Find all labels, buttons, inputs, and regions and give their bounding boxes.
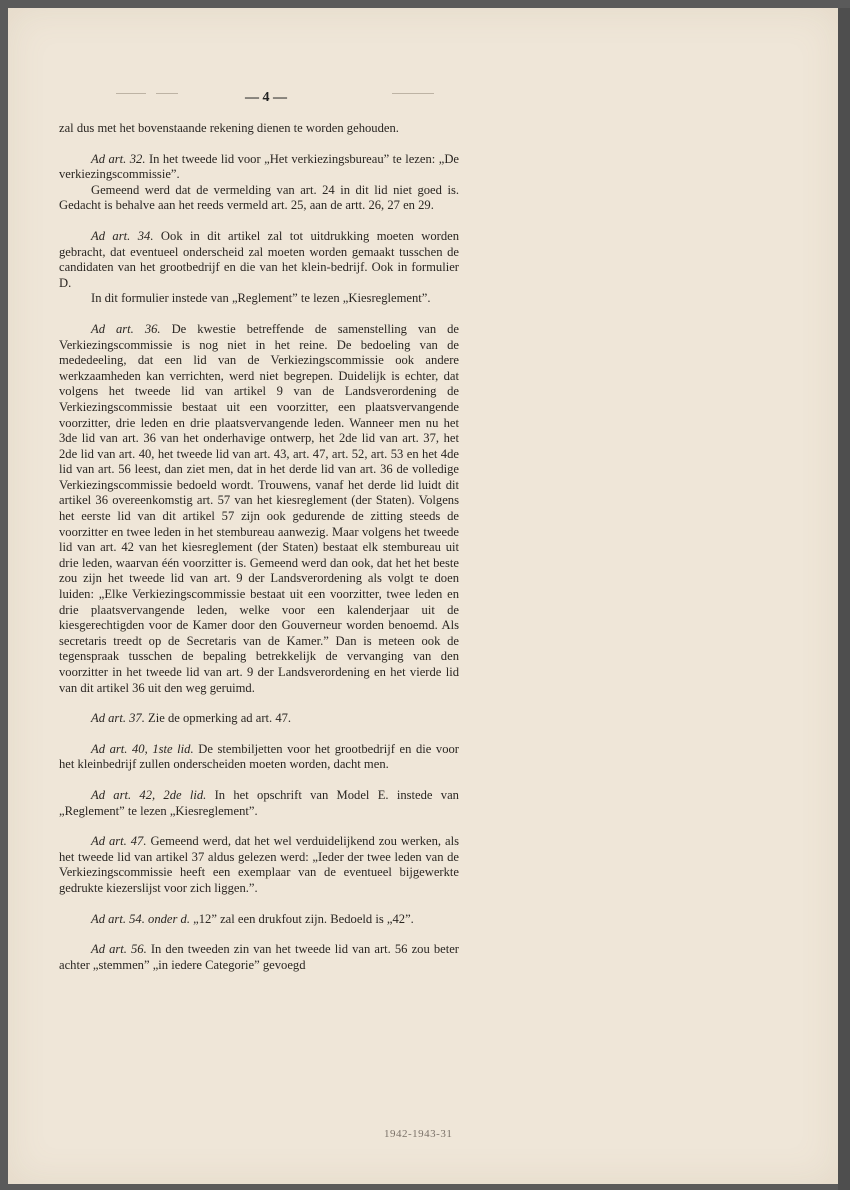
paragraph: Ad art. 47. Gemeend werd, dat het wel verduidelijkend zou werken, als het tweede lid van artikel 37 aldus gelezen werd: „Ieder der twee leden van de Verkiezingscommissie heeft een exemplaar van de eventueel bijgewerkte gedrukte kiezerslijst voor zich liggen.”.	[59, 834, 459, 895]
scan-edge	[838, 8, 850, 1190]
paragraph: In dit formulier instede van „Reglement” te lezen „Kiesreglement”.	[91, 291, 431, 306]
paragraph: Ad art. 40, 1ste lid. De stembiljetten voor het grootbedrijf en die voor het kleinbedrijf zullen onderscheiden moeten worden, dacht men.	[59, 741, 459, 772]
paragraph: Ad art. 32. In het tweede lid voor „Het verkiezingsbureau” te lezen: „De verkiezingscommissie”.	[59, 151, 459, 182]
paragraph: Ad art. 42, 2de lid. In het opschrift van Model E. instede van „Reglement” te lezen „Kiesreglement”.	[59, 787, 459, 818]
document-body	[59, 121, 459, 973]
paragraph: Ad art. 56. In den tweeden zin van het tweede lid van art. 56 zou beter achter „stemmen” „in iedere Categorie” gevoegd	[59, 942, 460, 972]
paragraph: Gemeend werd dat de vermelding van art. 24 in dit lid niet goed is. Gedacht is behalve aan het reeds vermeld art. 25, aan de artt. 26, 27 en 29.	[59, 182, 459, 213]
archive-reference: 1942-1943-31	[384, 1128, 453, 1140]
paragraph: Ad art. 37. Zie de opmerking ad art. 47.	[91, 711, 292, 726]
page-number: — 4 —	[245, 90, 287, 105]
paragraph: Ad art. 36. De kwestie betreffende de samenstelling van de Verkiezingscommissie is nog niet in het reine. De bedoeling van de mededeeling, dat een lid van de Verkiezingscommissie ook andere werkzaamheden kan verrichten, werd niet begrepen. Duidelijk is echter, dat volgens het tweede lid van artikel 9 van de Landsverordening de Verkiezingscommissie bestaat uit een voorzitter, een plaatsvervangende voorzitter, drie leden en drie plaatsvervangende leden. Wanneer men nu het 3de lid van art. 36 van het onderhavige ontwerp, het 2de lid van art. 37, het 2de lid van art. 40, het tweede lid van art. 43, art. 47, art. 52, art. 53 en het 4de lid van art. 56 leest, dan ziet men, dat in het derde lid van art. 36 de volledige Verkiezingscommissie bedoeld wordt. Trouwens, vanaf het derde lid luidt dit artikel 36 overeenkomstig art. 57 van het kiesreglement (der Staten). Volgens het eerste lid van dit artikel 57 zijn ook gedurende de zitting steeds de voorzitter en twee leden in het stembureau aanwezig. Maar volgens het tweede lid van art. 42 van het kiesreglement (der Staten) bestaat elk stembureau uit drie leden, waarvan één voorzitter is. Gemeend werd dan ook, dat het het beste zou zijn het tweede lid van art. 9 der Landsverordening als volgt te doen luiden: „Elke Verkiezingscommissie bestaat uit een voorzitter, twee leden en drie plaatsvervangende leden, welke voor een kalenderjaar uit de kiesgerechtigden voor de Kamer door den Gouverneur worden benoemd. Als secretaris treedt op de Secretaris van de Kamer.” Dan is meteen ook de tegenspraak tusschen de bepaling betrekkelijk de vervanging van den voorzitter in het tweede lid van art. 9 der Landsverordening en het vierde lid van dit artikel 36 uit den weg geruimd.	[59, 321, 460, 695]
paragraph: Ad art. 34. Ook in dit artikel zal tot uitdrukking moeten worden gebracht, dat eventueel onderscheid zal moeten worden gemaakt tusschen de candidaten van het grootbedrijf en die van het klein-bedrijf. Ook in formulier D.	[59, 228, 459, 290]
paragraph: zal dus met het bovenstaande rekening dienen te worden gehouden.	[59, 121, 399, 135]
paragraph: Ad art. 54. onder d. „12” zal een drukfout zijn. Bedoeld is „42”.	[91, 911, 414, 926]
